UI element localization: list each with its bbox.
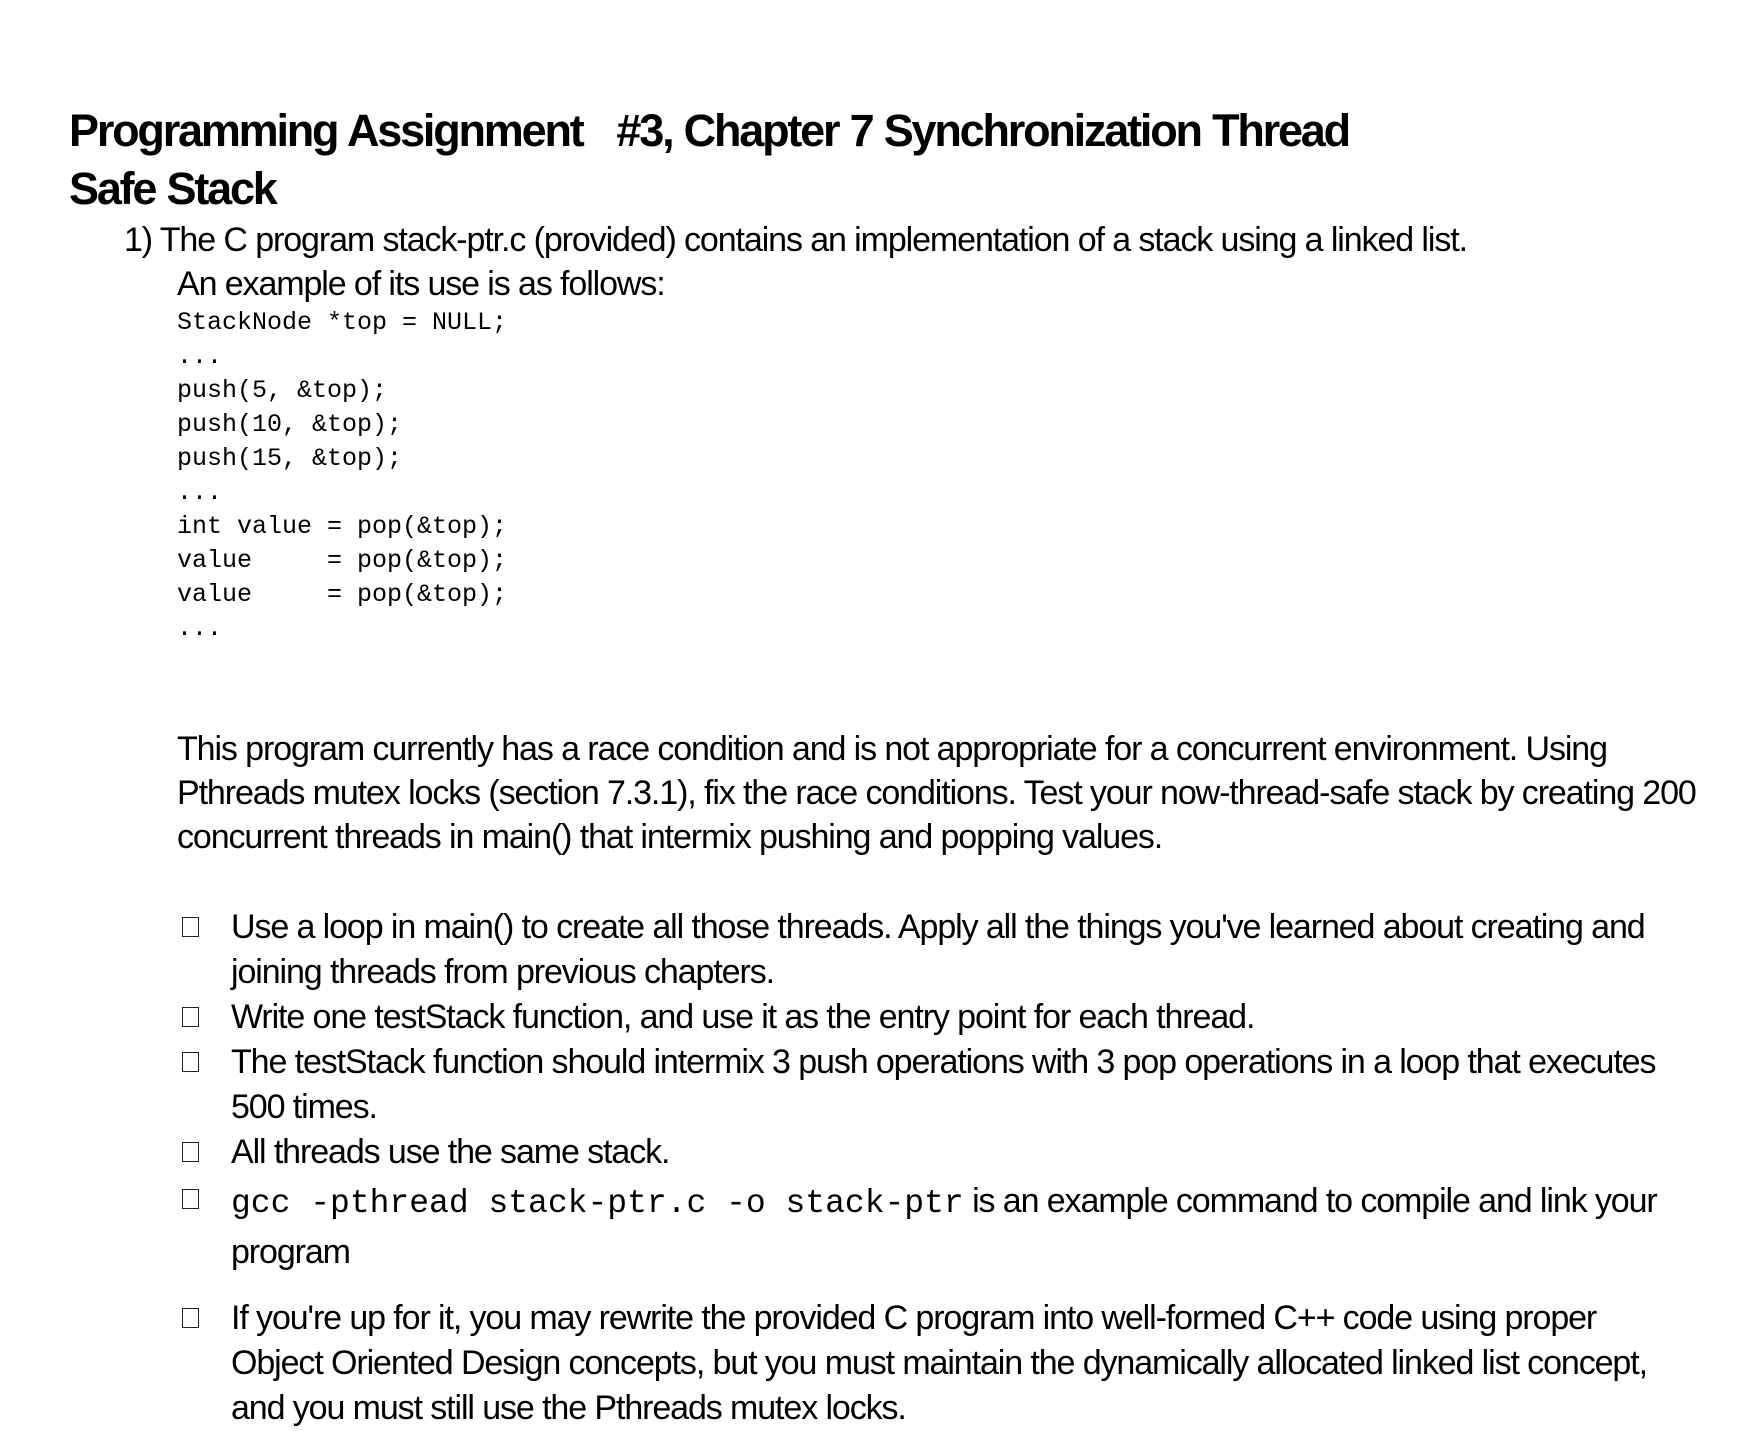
code-line: value = pop(&top); <box>177 580 508 609</box>
code-example <box>177 306 507 646</box>
code-line: int value = pop(&top); <box>177 512 508 541</box>
code-line: push(10, &top); <box>177 410 403 439</box>
intro-text: An example of its use is as follows: <box>177 265 665 303</box>
list-item-text: Use a loop in main() to create all those threads. Apply all the things you've learned about creating and joining threads from previous chapters. <box>231 908 1645 991</box>
list-item-text <box>231 1177 1691 1276</box>
list-item-text: If you're up for it, you may rewrite the provided C program into well-formed C++ code using proper Object Oriented Design concepts, but you must maintain the dynamically allocated linked list concept, and you must still use the Pthreads mutex locks. <box>231 1299 1647 1427</box>
list-item-text: All threads use the same stack. <box>231 1133 670 1171</box>
title-line-1: Programming Assignment #3, Chapter 7 Synchronization Thread <box>69 105 1349 156</box>
page-title <box>69 102 1669 218</box>
list-item-text: The testStack function should intermix 3 push operations with 3 pop operations in a loop that executes 500 times. <box>231 1043 1656 1126</box>
checkbox-bullet-icon <box>182 1308 199 1328</box>
code-line: ... <box>177 478 223 507</box>
checkbox-bullet-icon <box>182 1142 199 1162</box>
checkbox-bullet-icon <box>182 1052 199 1072</box>
numbered-item-1: 1) The C program stack-ptr.c (provided) contains an implementation of a stack using a linked list. <box>124 221 1467 259</box>
compile-command: gcc -pthread stack-ptr.c -o stack-ptr <box>231 1185 964 1222</box>
title-line-2: Safe Stack <box>69 163 276 214</box>
code-line: push(15, &top); <box>177 444 403 473</box>
code-line: ... <box>177 342 223 371</box>
compile-command-description: is an example command to compile and link your program <box>231 1182 1657 1271</box>
checkbox-bullet-icon <box>182 1189 199 1209</box>
code-line: ... <box>177 614 223 643</box>
description-paragraph: This program currently has a race condition and is not appropriate for a concurrent environment. Using Pthreads mutex locks (section 7.3.1), fix the race conditions. Test your now-thread-safe stack by creating 200 concurrent threads in main() that intermix pushing and popping values. <box>177 730 1696 856</box>
code-line: push(5, &top); <box>177 376 388 405</box>
code-line: StackNode *top = NULL; <box>177 308 508 337</box>
checkbox-bullet-icon <box>182 1007 199 1027</box>
list-item-text: Write one testStack function, and use it as the entry point for each thread. <box>231 998 1255 1036</box>
checkbox-bullet-icon <box>182 917 199 937</box>
code-line: value = pop(&top); <box>177 546 508 575</box>
